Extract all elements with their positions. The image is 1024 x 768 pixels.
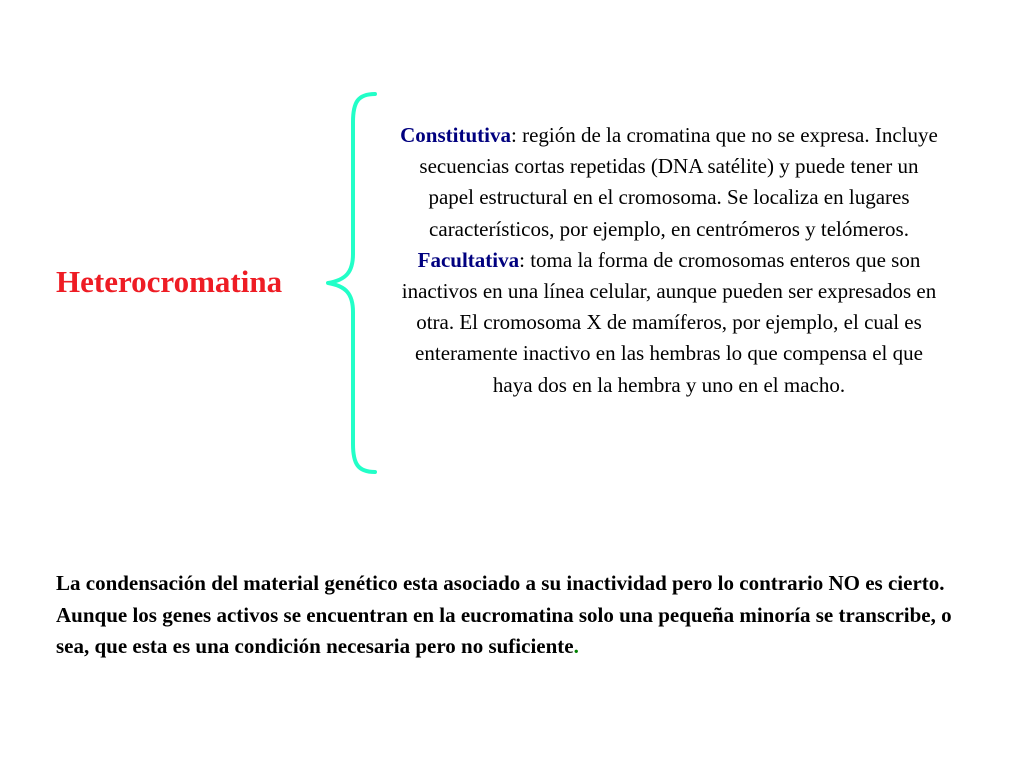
main-term-heterocromatina: Heterocromatina [56, 264, 283, 299]
definition-constitutiva [398, 120, 940, 245]
definition-label-facultativa: Facultativa [417, 247, 520, 272]
definition-text-constitutiva: : región de la cromatina que no se expresa. Incluye secuencias cortas repetidas (DNA satélite) y puede tener un papel estructural en el cromosoma. Se localiza en lugares característicos, por ejemplo, en centrómeros y telómeros. [419, 123, 938, 241]
definition-label-constitutiva: Constitutiva [400, 123, 511, 147]
definitions-block [398, 120, 940, 401]
footer-text: La condensación del material genético esta asociado a su inactividad pero lo contrario NO es cierto. Aunque los genes activos se encuentran en la eucromatina solo una pequeña minoría se transcribe, o sea, que esta es una condición necesaria pero no suficiente [56, 571, 952, 658]
definition-facultativa [398, 245, 940, 401]
definition-text-facultativa: : toma la forma de cromosomas enteros que son inactivos en una línea celular, aunque pueden ser expresados en otra. El cromosoma X de mamíferos, por ejemplo, el cual es enteramente inactivo en las hembras lo que compensa el que haya dos en la hembra y uno en el macho. [401, 247, 937, 397]
curly-brace-path [328, 94, 375, 472]
footer-final-period: . [573, 634, 579, 658]
curly-brace-icon [320, 88, 382, 478]
footer-paragraph [56, 568, 966, 663]
